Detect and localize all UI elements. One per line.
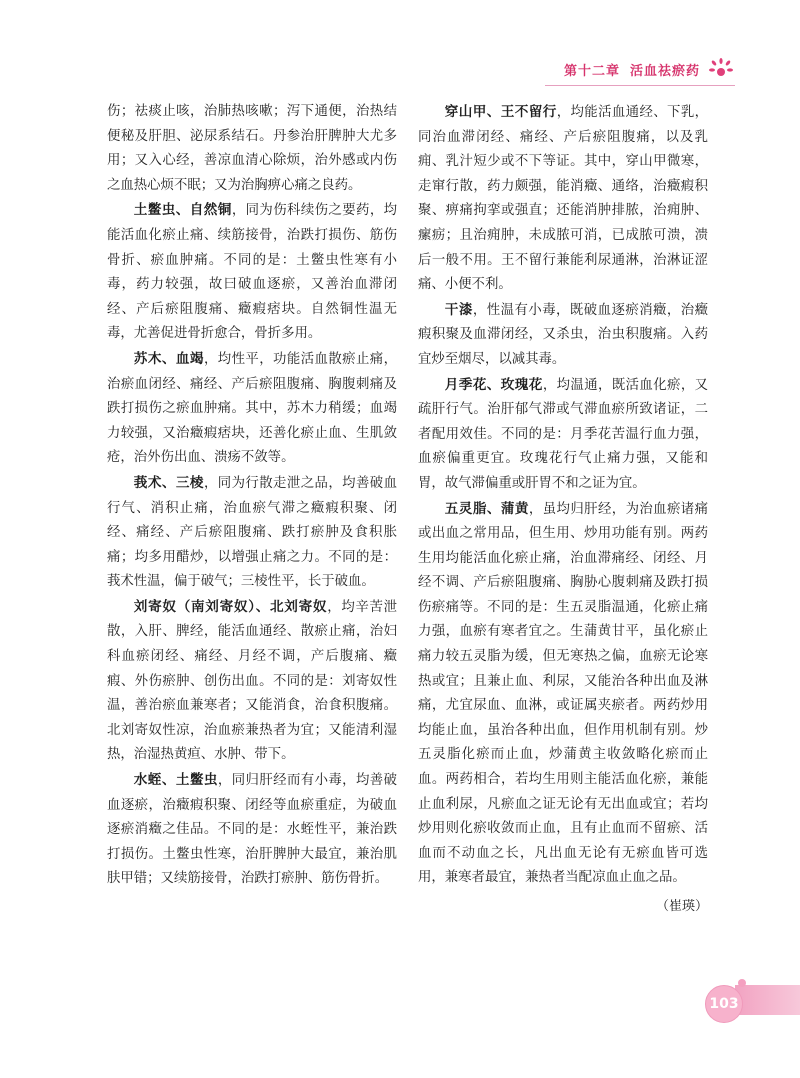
running-header <box>564 58 734 80</box>
paragraph <box>107 595 397 768</box>
page-tab <box>735 985 800 1015</box>
chapter-heading <box>564 60 700 79</box>
paragraph <box>107 347 397 471</box>
paragraph <box>418 497 708 892</box>
paragraph-text: ，同归肝经而有小毒，均善破血逐瘀，治癥瘕积聚、闭经等血瘀重症，为破血逐瘀消癥之佳品。不同的是：水蛭性平，兼治跌打损伤。土鳖虫性寒，治肝脾肿大最宜，兼治肌肤甲错；又续筋接骨，治跌打瘀肿、筋伤骨折。 <box>107 773 398 887</box>
paragraph <box>418 373 708 497</box>
paragraph-text: ，均性平，功能活血散瘀止痛，治瘀血闭经、痛经、产后瘀阻腹痛、胸腹刺痛及跌打损伤之瘀血肿痛。其中，苏木力稍缓；血竭力较强，又治癥瘕痞块，还善化瘀止血、生肌敛疮，治外伤出血、溃疡不敛等。 <box>107 351 398 466</box>
page-number: 103 <box>705 985 743 1023</box>
page-dot <box>738 979 746 987</box>
herb-pair-term: 干漆 <box>444 301 473 318</box>
paragraph-continued: 伤；祛痰止咳，治肺热咳嗽；泻下通便，治热结便秘及肝胆、泌尿系结石。丹参治肝脾肿大尤多用；又入心经，善凉血清心除烦，治外感或内伤之血热心烦不眠；又为治胸痹心痛之良药。 <box>107 104 397 193</box>
paragraph <box>107 471 397 595</box>
herb-pair-term: 月季花、玫瑰花 <box>444 376 543 393</box>
flower-icon <box>708 58 734 80</box>
herb-pair-term: 土鳖虫、自然铜 <box>133 202 232 219</box>
paragraph-text: ，同为伤科续伤之要药，均能活血化瘀止痛、续筋接骨，治跌打损伤、筋伤骨折、瘀血肿痛。不同的是：土鳖虫性寒有小毒，药力较强，故曰破血逐瘀，又善治血滞闭经、产后瘀阻腹痛、癥瘕痞块。自然铜性温无毒，尤善促进骨折愈合，骨折多用。 <box>107 203 398 342</box>
paragraph-text: ，均辛苦泄散，入肝、脾经，能活血通经、散瘀止痛，治妇科血瘀闭经、痛经、月经不调，产后腹痛、癥瘕、外伤瘀肿、创伤出血。不同的是：刘寄奴性温，善治瘀血兼寒者；又能消食，治食积腹痛。北刘寄奴性凉，治血瘀兼热者为宜；又能清利湿热，治湿热黄疸、水肿、带下。 <box>107 599 398 763</box>
chapter-number: 第十二章 <box>563 63 620 79</box>
paragraph-text: ，均能活血通经、下乳，同治血滞闭经、痛经、产后瘀阻腹痛，以及乳痈、乳汁短少或不下等证。其中，穿山甲微寒，走窜行散，药力颇强，能消癥、通络，治癥瘕积聚、痹痛拘挛或强直；还能消肿排脓，治痈肿、瘰疬；且治痈肿，未成脓可消，已成脓可溃，溃后一般不用。王不留行兼能利尿通淋，治淋证涩痛、小便不利。 <box>418 105 709 293</box>
herb-pair-term: 苏木、血竭 <box>133 350 204 367</box>
paragraph-text: ，同为行散走泄之品，均善破血行气、消积止痛，治血瘀气滞之癥瘕积聚、闭经、痛经、产后瘀阻腹痛、跌打瘀肿及食积胀痛；均多用醋炒，以增强止痛之力。不同的是：莪术性温，偏于破气；三棱性平，长于破血。 <box>107 475 398 590</box>
paragraph-text: ，虽均归肝经，为治血瘀诸痛或出血之常用品，但生用、炒用功能有别。两药生用均能活血化瘀止痛，治血滞痛经、闭经、月经不调、产后瘀阻腹痛、胸胁心腹刺痛及跌打损伤瘀痛等。不同的是：生五灵脂温通，化瘀止痛力强，血瘀有寒者宜之。生蒲黄甘平，虽化瘀止痛力较五灵脂为缓，但无寒热之偏，血瘀无论寒热或宜；且兼止血、利尿，又能治各种出血及淋痛，尤宜尿血、血淋，或证属夹瘀者。两药炒用均能止血，虽治各种出血，但作用机制有别。炒五灵脂化瘀而止血，炒蒲黄主收敛略化瘀而止血。两药相合，若均生用则主能活血化瘀，兼能止血利尿，凡瘀血之证无论有无出血或宜；若均炒用则化瘀收敛而止血，且有止血而不留瘀、活血而不动血之长，凡出血无论有无瘀血皆可选用，兼寒者最宜，兼热者当配凉血止血之品。 <box>418 501 709 886</box>
paragraph <box>418 298 708 373</box>
herb-pair-term: 刘寄奴（南刘寄奴）、北刘寄奴 <box>133 598 328 615</box>
paragraph <box>107 768 397 892</box>
herb-pair-term: 五灵脂、蒲黄 <box>444 500 529 517</box>
author-signature: （崔瑛） <box>655 899 708 914</box>
paragraph <box>418 100 708 298</box>
header-rule <box>545 85 735 86</box>
herb-pair-term: 莪术、三棱 <box>133 474 204 491</box>
herb-pair-term: 穿山甲、王不留行 <box>444 104 557 120</box>
paragraph-text: ，性温有小毒，既破血逐瘀消癥，治癥瘕积聚及血滞闭经，又杀虫，治虫积腹痛。入药宜炒至烟尽，以减其毒。 <box>418 302 709 367</box>
chapter-title: 活血祛瘀药 <box>629 63 700 79</box>
paragraph <box>107 198 397 347</box>
left-column <box>107 100 397 892</box>
herb-pair-term: 水蛭、土鳖虫 <box>133 772 218 789</box>
right-column <box>418 100 708 920</box>
paragraph-text: ，均温通，既活血化瘀，又疏肝行气。治肝郁气滞或气滞血瘀所致诸证，二者配用效佳。不同的是：月季花苦温行血力强，血瘀偏重更宜。玫瑰花行气止痛力强，又能和胃，故气滞偏重或肝胃不和之证为宜。 <box>418 377 709 491</box>
